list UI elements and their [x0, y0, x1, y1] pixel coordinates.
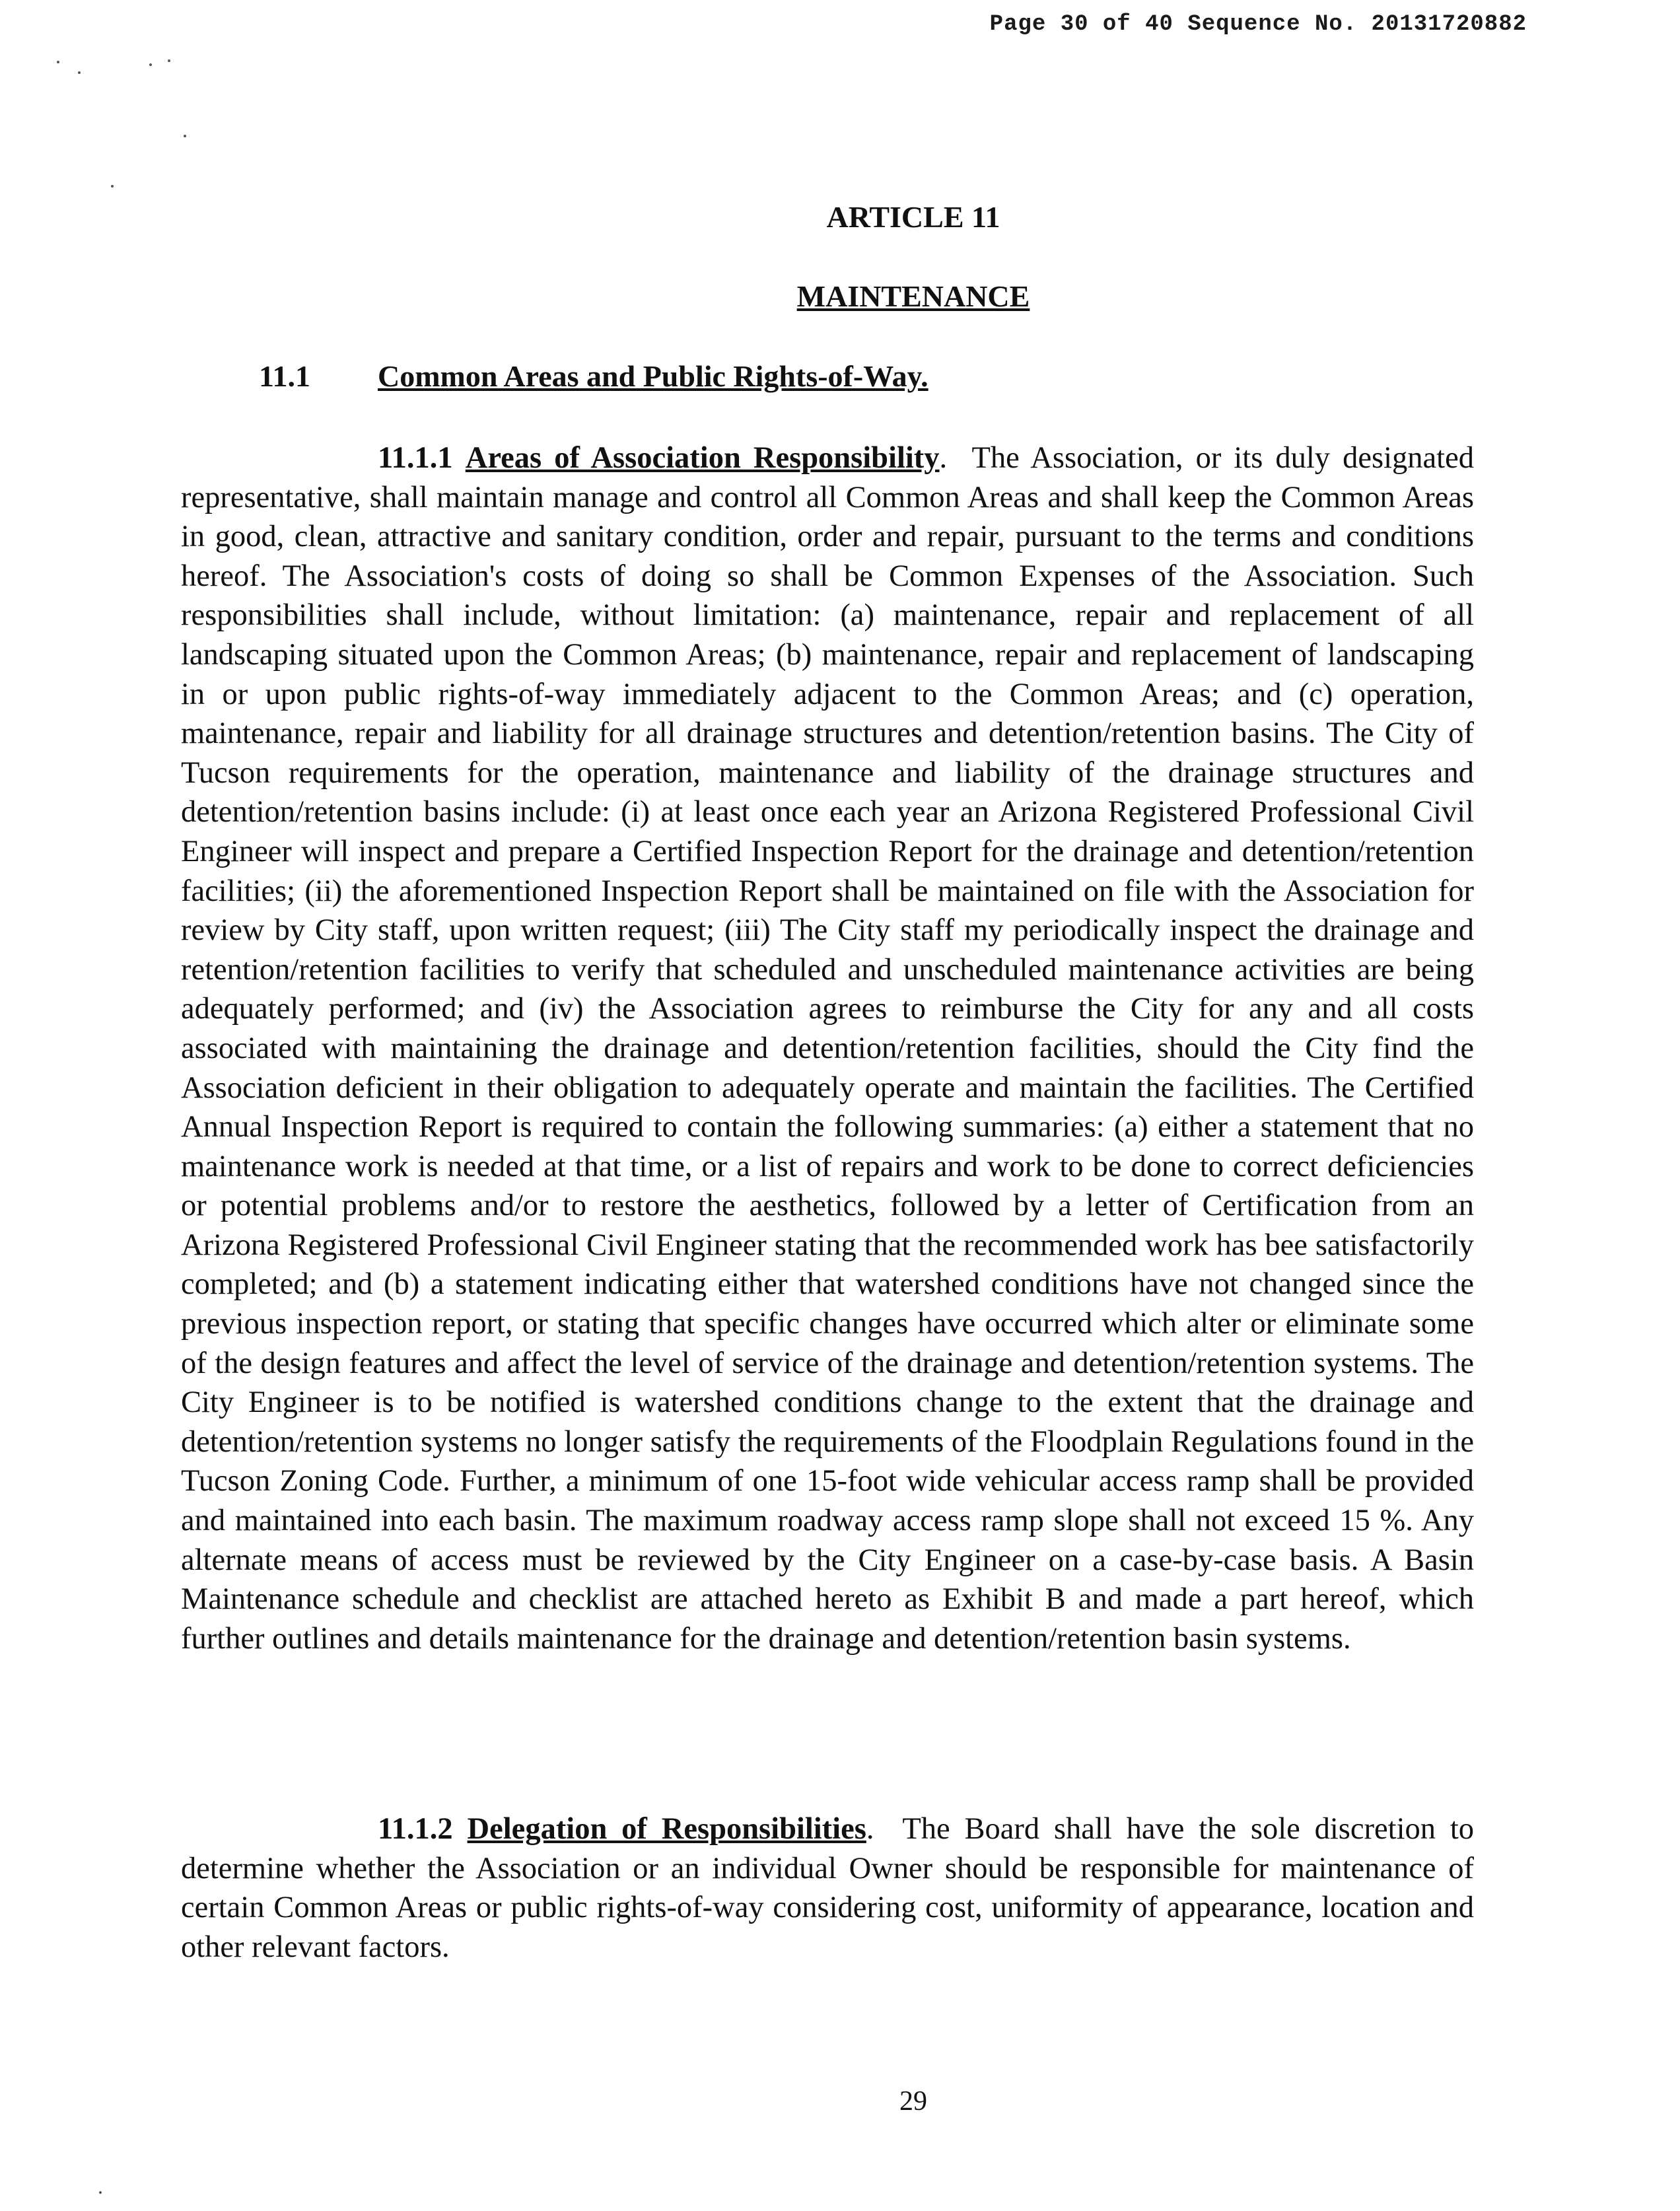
subsection-number: 11.1.2 [378, 1812, 453, 1846]
scan-speck [168, 59, 170, 62]
article-title: ARTICLE 11 [826, 200, 1000, 234]
scan-speck [57, 61, 59, 63]
page-sequence-stamp: Page 30 of 40 Sequence No. 20131720882 [989, 12, 1527, 37]
subsection-paragraph: 11.1.2 Delegation of Responsibilities. The Board shall have the sole discretion to determine whether the Association or an individual Owner should be responsible for maintenance of certain Common Areas or public rights-of-way considering cost, uniformity of appearance, location and other relevant factors. [181, 1812, 1475, 1964]
subsection-number: 11.1.1 [378, 441, 453, 475]
section-title: Common Areas and Public Rights-of-Way. [378, 359, 928, 393]
subsection-text: The Association, or its duly designated representative, shall maintain manage and control all Common Areas and shall keep the Common Areas in good, clean, attractive and sanitary condition, order and repair, pursuant to the terms and conditions hereof. The Association's costs of doing so shall be Common Expenses of the Association. Such responsibilities shall include, without limitation: (a) maintenance, repair and replacement of all landscaping situated upon the Common Areas; (b) maintenance, repair and replacement of landscaping in or upon public rights-of-way immediately adjacent to the Common Areas; and (c) operation, maintenance, repair and liability for all drainage structures and detention/retention basins. The City of Tucson requirements for the operation, maintenance and liability of the drainage structures and detention/retention basins include: (i) at least once each year an Arizona Registered Professional Civil Engineer will inspect and prepare a Certified Inspection Report for the drainage and detention/retention facilities; (ii) the aforementioned Inspection Report shall be maintained on file with the Association for review by City staff, upon written request; (iii) The City staff my periodically inspect the drainage and retention/retention facilities to verify that scheduled and unscheduled maintenance activities are being adequately performed; and (iv) the Association agrees to reimburse the City for any and all costs associated with maintaining the drainage and detention/retention facilities, should the City find the Association deficient in their obligation to adequately operate and maintain the facilities. The Certified Annual Inspection Report is required to contain the following summaries: (a) either a statement that no maintenance work is needed at that time, or a list of repairs and work to be done to correct deficiencies or potential problems and/or to restore the aesthetics, followed by a letter of Certification from an Arizona Registered Professional Civil Engineer stating that the recommended work has bee satisfactorily completed; and (b) a statement indicating either that watershed conditions have not changed since the previous inspection report, or stating that specific changes have occurred which alter or eliminate some of the design features and affect the level of service of the drainage and detention/retention systems. The City Engineer is to be notified is watershed conditions change to the extent that the drainage and detention/retention systems no longer satisfy the requirements of the Floodplain Regulations found in the Tucson Zoning Code. Further, a minimum of one 15-foot wide vehicular access ramp shall be provided and maintained into each basin. The maximum roadway access ramp slope shall not exceed 15 %. Any alternate means of access must be reviewed by the City Engineer on a case-by-case basis. A Basin Maintenance schedule and checklist are attached hereto as Exhibit B and made a part hereof, which further outlines and details maintenance for the drainage and detention/retention basin systems. [181, 441, 1474, 1656]
page-number: 29 [899, 2086, 927, 2117]
subsection-paragraph: 11.1.1 Areas of Association Responsibility. The Association, or its duly designated representative, shall maintain manage and control all Common Areas and shall keep the Common Areas in good, clean, attractive and sanitary condition, order and repair, pursuant to the terms and conditions hereof. The Association's costs of doing so shall be Common Expenses of the Association. Such responsibilities shall include, without limitation: (a) maintenance, repair and replacement of all landscaping situated upon the Common Areas; (b) maintenance, repair and replacement of landscaping in or upon public rights-of-way immediately adjacent to the Common Areas; and (c) operation, maintenance, repair and liability for all drainage structures and detention/retention basins. The City of Tucson requirements for the operation, maintenance and liability of the drainage structures and detention/retention basins include: (i) at least once each year an Arizona Registered Professional Civil Engineer will inspect and prepare a Certified Inspection Report for the drainage and detention/retention facilities; (ii) the aforementioned Inspection Report shall be maintained on file with the Association for review by City staff, upon written request; (iii) The City staff my periodically inspect the drainage and retention/retention facilities to verify that scheduled and unscheduled maintenance activities are being adequately performed; and (iv) the Association agrees to reimburse the City for any and all costs associated with maintaining the drainage and detention/retention facilities, should the City find the Association deficient in their obligation to adequately operate and maintain the facilities. The Certified Annual Inspection Report is required to contain the following summaries: (a) either a statement that no maintenance work is needed at that time, or a list of repairs and work to be done to correct deficiencies or potential problems and/or to restore the aesthetics, followed by a letter of Certification from an Arizona Registered Professional Civil Engineer stating that the recommended work has bee satisfactorily completed; and (b) a statement indicating either that watershed conditions have not changed since the previous inspection report, or stating that specific changes have occurred which alter or eliminate some of the design features and affect the level of service of the drainage and detention/retention systems. The City Engineer is to be notified is watershed conditions change to the extent that the drainage and detention/retention systems no longer satisfy the requirements of the Floodplain Regulations found in the Tucson Zoning Code. Further, a minimum of one 15-foot wide vehicular access ramp shall be provided and maintained into each basin. The maximum roadway access ramp slope shall not exceed 15 %. Any alternate means of access must be reviewed by the City Engineer on a case-by-case basis. A Basin Maintenance schedule and checklist are attached hereto as Exhibit B and made a part hereof, which further outlines and details maintenance for the drainage and detention/retention basin systems. [181, 441, 1474, 1656]
scan-speck [149, 63, 152, 66]
scan-speck [78, 71, 81, 74]
article-subtitle: MAINTENANCE [796, 279, 1030, 313]
scan-speck [184, 135, 186, 137]
subsection-text: The Board shall have the sole discretion to determine whether the Association or an individual Owner should be responsible for maintenance of certain Common Areas or public rights-of-way considering cost, uniformity of appearance, location and other relevant factors. [181, 1812, 1475, 1964]
section-heading [259, 359, 928, 394]
subsection-title: Areas of Association Responsibility [465, 441, 940, 475]
scan-speck [111, 185, 114, 188]
scan-speck [99, 2191, 102, 2194]
subsection-title: Delegation of Responsibilities [467, 1812, 866, 1846]
section-number: 11.1 [259, 359, 310, 393]
